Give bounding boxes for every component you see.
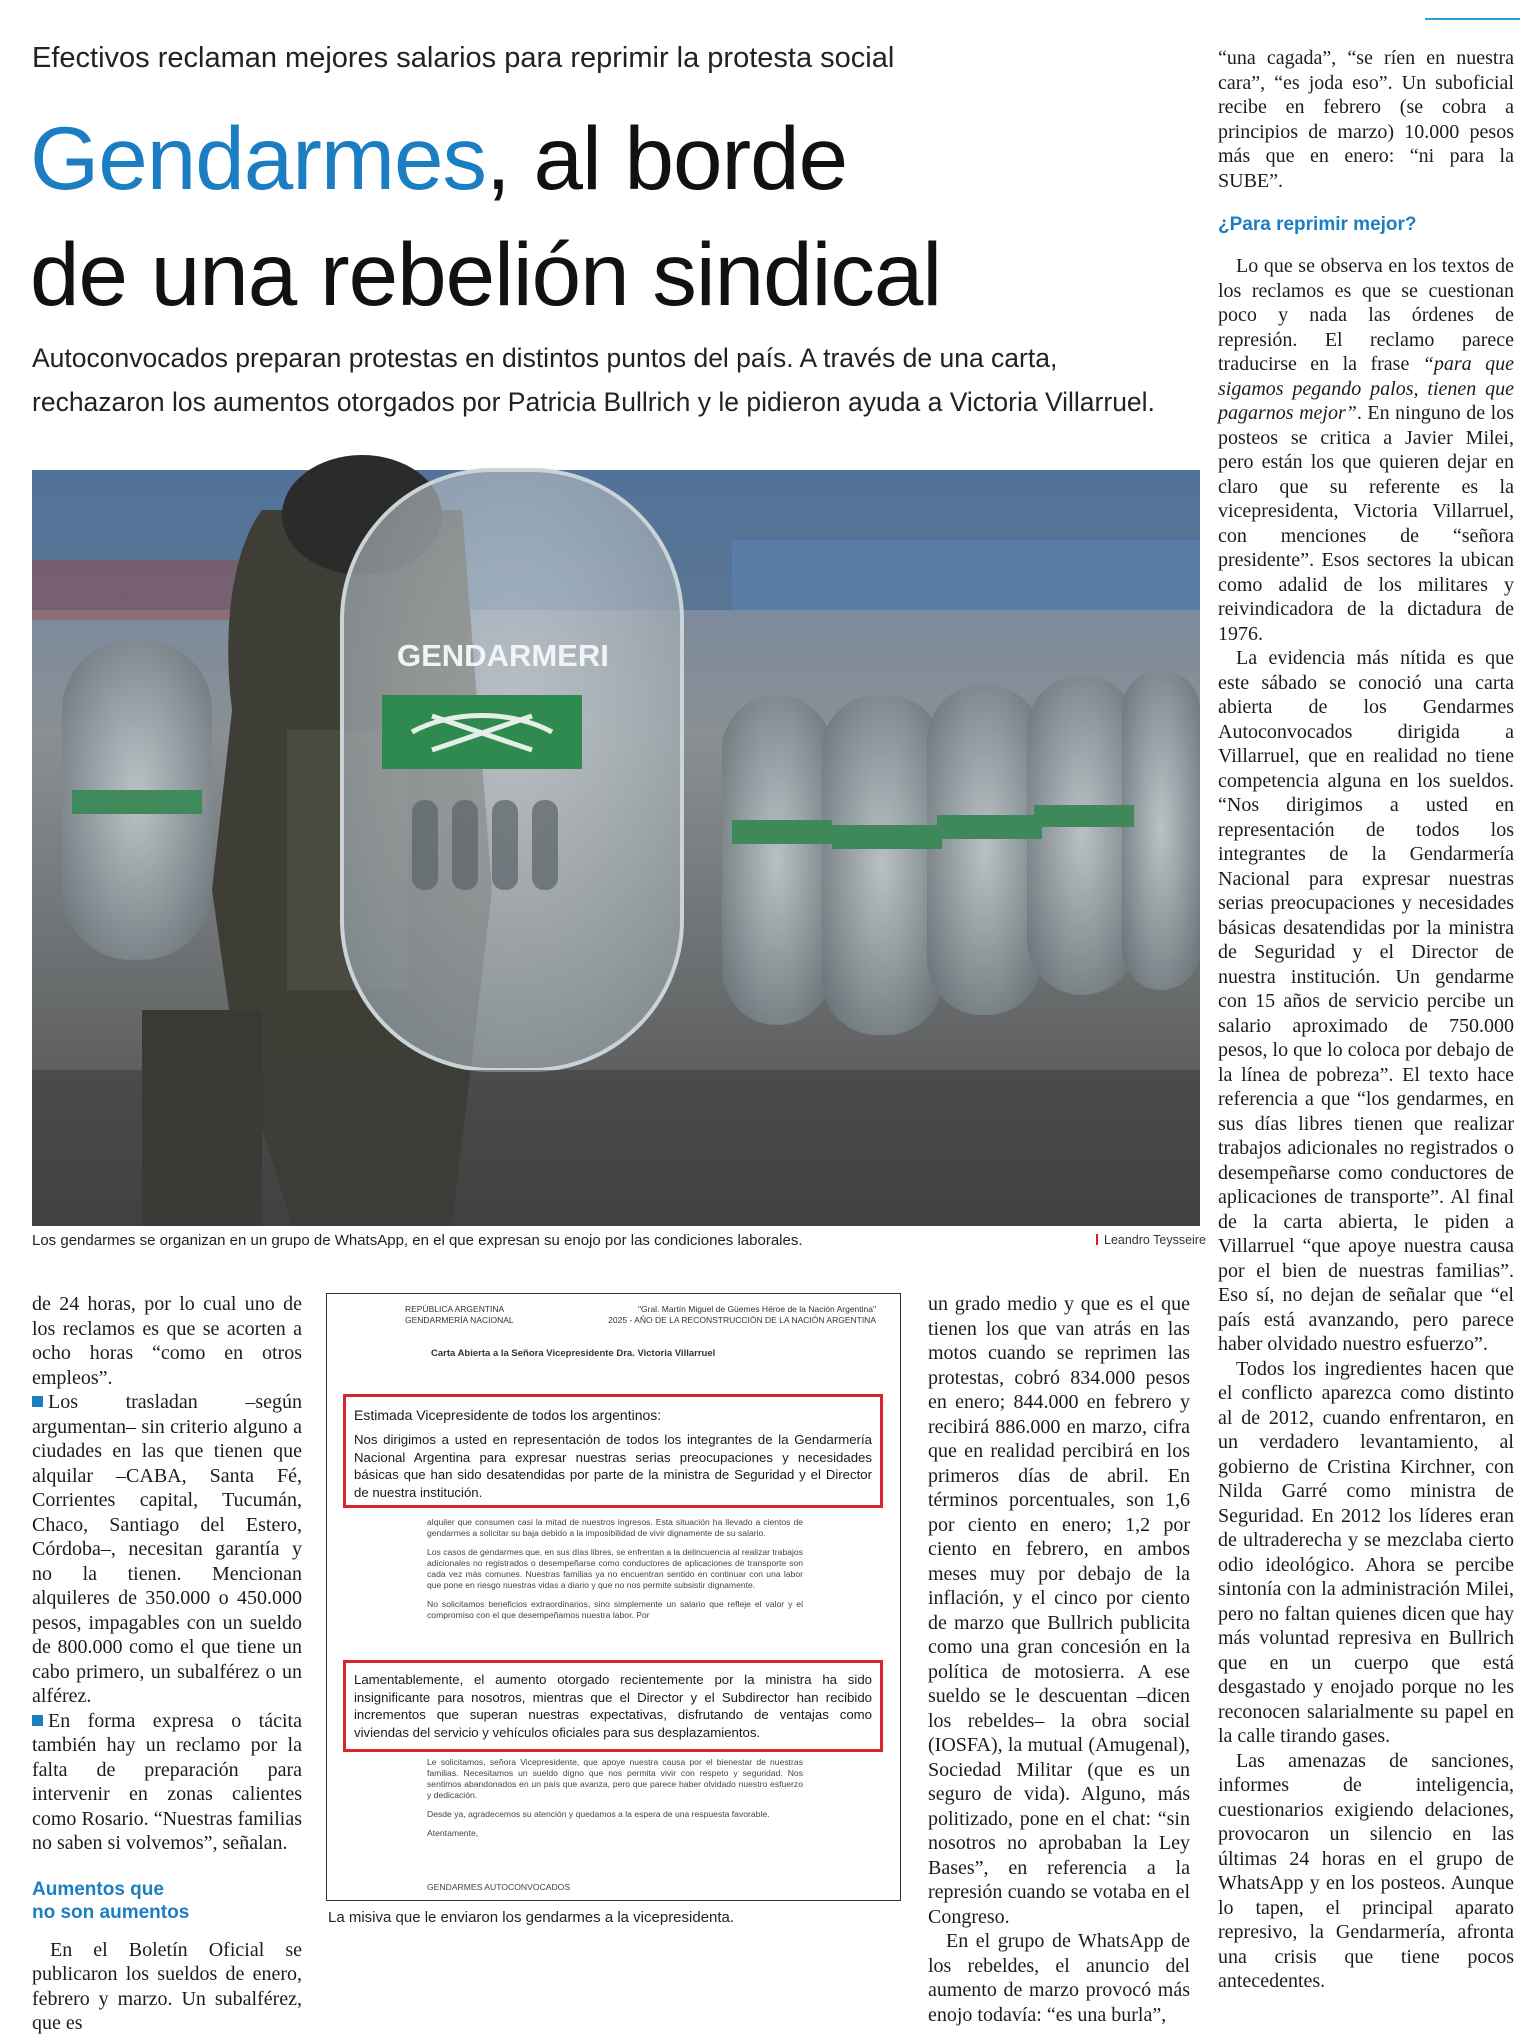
col1-paragraph-1: de 24 horas, por lo cual uno de los reclamos es que se acorten a ocho horas “como en otros empleos”. (32, 1293, 302, 1389)
shield-text: GENDARMERI (397, 638, 609, 673)
column-1 (32, 1292, 302, 2036)
colR-paragraph-1: “una cagada”, “se ríen en nuestra cara”, “es joda eso”. Un suboficial recibe en febrero (se cobra a principios de marzo) 10.000 pesos más que en enero: “ni para la SUBE”. (1218, 47, 1514, 192)
photo-caption: Los gendarmes se organizan en un grupo de WhatsApp, en el que expresan su enojo por las condiciones laborales. (32, 1232, 803, 1249)
column-3 (928, 1292, 1190, 2027)
letter-small-3: No solicitamos beneficios extraordinarios, sino simplemente un salario que refleje el valor y el compromiso con el que desempeñamos nuestra labor. Por (427, 1599, 803, 1620)
colR-paragraph-3: La evidencia más nítida es que este sábado se conoció una carta abierta de los Gendarmes Autoconvocados dirigida a Villarruel, que en realidad no tiene competencia alguna en los sueldos. “Nos dirigimos a usted en representación de todos los integrantes de la Gendarmería Nacional para expresar nuestras serias preocupaciones y necesidades básicas desatendidas por la ministra de Seguridad y el Director de nuestra institución. Un gendarme con 15 años de servicio percibe un salario aproximado de 750.000 pesos, lo que lo coloca por debajo de la línea de pobreza”. El texto hace referencia a que “los gendarmes, en sus días libres tienen que realizar trabajos adicionales no registrados o desempeñarse como conductores de aplicaciones de transporte”. Al final de la carta abierta, le piden a Villarruel “que apoye nuestra causa por el bien de nuestras familias”. Eso sí, no dejan de señalar que “el país está avanzando, pero parece haber olvidado nuestro esfuerzo”. (1218, 647, 1514, 1355)
column-right (1218, 46, 1514, 1994)
letter-image (326, 1293, 901, 1901)
highlight-box-1 (343, 1394, 883, 1508)
headline (30, 100, 1180, 332)
colR-paragraph-2 (1218, 254, 1514, 646)
col1-paragraph-3: En forma expresa o tácita también hay un reclamo por la falta de preparación para intervenir en zonas calientes como Rosario. “Nuestras familias no saben si volvemos”, señalan. (32, 1709, 302, 1854)
colR-subhead: ¿Para reprimir mejor? (1218, 214, 1417, 235)
kicker: Efectivos reclaman mejores salarios para reprimir la protesta social (32, 42, 895, 74)
letter-small-6: Atentamente, (427, 1828, 479, 1838)
letter-header-left-1: REPÚBLICA ARGENTINA (405, 1304, 505, 1314)
headline-highlight: Gendarmes (30, 108, 486, 208)
colR-paragraph-2a: Lo que se observa en los textos de los reclamos es que se cuestionan poco y nada las órdenes de represión. El reclamo parece traducirse en la frase (1218, 255, 1514, 375)
col3-paragraph-1: un grado medio y que es el que tienen los que van atrás en las motos cuando se reprimen las protestas, cobró 834.000 pesos en enero; 844.000 en febrero y recibirá 886.000 en marzo, cifra que en realidad percibirá en los primeros días de abril. En términos porcentuales, son 1,6 por ciento en enero; 1,2 por ciento en febrero, en ambos meses muy por debajo de la inflación, y el cinco por ciento de marzo que Bullrich publicita como una gran concesión en la política de motosierra. A ese sueldo se le descuentan –dicen los rebeldes– la obra social (IOSFA), la mutual (Amugenal), Sociedad Militar (que es un seguro de vida). Alguno, más politizado, pone en el chat: “sin nosotros no aprobaban la Ley Bases”, en referencia a la represión cuando se votaba en el Congreso. (928, 1293, 1190, 1928)
letter-greeting: Estimada Vicepresidente de todos los argentinos: (354, 1407, 662, 1423)
letter-small-1: alquiler que consumen casi la mitad de nuestros ingresos. Esta situación ha llevado a cientos de gendarmes a solicitar su baja debido a la imposibilidad de vivir dignamente de su salario. (427, 1517, 803, 1538)
colR-quote: “para que sigamos pegando palos, tienen que pagarnos mejor” (1218, 353, 1514, 424)
letter-body-1 (427, 1517, 803, 1629)
riot-police-image (32, 470, 1200, 1226)
letter-signature: GENDARMES AUTOCONVOCADOS (427, 1882, 571, 1892)
photo-credit-text: Leandro Teysseire (1104, 1233, 1206, 1247)
letter-header-right-2: 2025 - AÑO DE LA RECONSTRUCCIÓN DE LA NACIÓN ARGENTINA (608, 1315, 876, 1325)
top-rule (1425, 18, 1520, 20)
letter-header-left-2: GENDARMERÍA NACIONAL (405, 1315, 514, 1325)
credit-bar (1096, 1234, 1098, 1245)
highlight-box-2 (343, 1660, 883, 1752)
gendarmes-photo (32, 470, 1200, 1226)
photo-credit (1096, 1233, 1206, 1247)
letter-small-5: Desde ya, agradecemos su atención y quedamos a la espera de una respuesta favorable. (427, 1809, 770, 1819)
col1-subhead (32, 1878, 302, 1924)
highlight-box-1-text: Nos dirigimos a usted en representación de todos los integrantes de la Gendarmería Nacional Argentina para expresar nuestras serias preocupaciones y necesidades básicas que han sido desatendidas por parte de la ministra de Seguridad y el Director de nuestra institución. (354, 1432, 872, 1500)
colR-paragraph-4: Todos los ingredientes hacen que el conflicto aparezca como distinto al de 2012, cuando enfrentaron, en un verdadero levantamiento, al gobierno de Cristina Kirchner, con Nilda Garré como ministra de Seguridad. En 2012 los líderes eran de ultraderecha y se mezclaba cierto odio ideológico. Ahora se percibe sintonía con la administración Milei, pero no faltan quienes dicen que hay más voluntad represiva en Bullrich que en un cuerpo que está desgastado y enojado porque no les reconocen salarialmente su papel en la calle tirando gases. (1218, 1357, 1514, 1747)
col3-paragraph-2: En el grupo de WhatsApp de los rebeldes, el anuncio del aumento de marzo provocó más enojo todavía: “es una burla”, (928, 1930, 1190, 2026)
bullet-square (32, 1396, 43, 1407)
col1-paragraph-4: En el Boletín Oficial se publicaron los sueldos de enero, febrero y marzo. Un subalférez, que es (32, 1938, 302, 2034)
letter-header-right-1: "Gral. Martín Miguel de Güemes Héroe de la Nación Argentina" (637, 1304, 876, 1314)
headline-line2: de una rebelión sindical (30, 224, 942, 324)
colR-paragraph-2b: . En ninguno de los posteos se critica a Javier Milei, pero están los que quieren dejar en claro que su referente es la vicepresidenta, Victoria Villarruel, con menciones de “señora presidente”. Esos sectores la ubican como adalid de los militares y reivindicadora de la dictadura de 1976. (1218, 402, 1514, 645)
highlight-box-2-text: Lamentablemente, el aumento otorgado recientemente por la ministra ha sido insignificante para nosotros, mientras que el Director y el Subdirector han recibido incrementos que superan nuestras expectativas, disfrutando de ventajas como viviendas del servicio y vehículos oficiales para sus desplazamientos. (354, 1672, 872, 1740)
headline-line1-rest: , al borde (486, 108, 848, 208)
colR-paragraph-5: Las amenazas de sanciones, informes de inteligencia, cuestionarios exigiendo delaciones, provocaron un silencio en las últimas 24 horas en el grupo de WhatsApp y en los posteos. Aunque lo tapen, el principal aparato represivo, la Gendarmería, afronta una crisis que tiene pocos antecedentes. (1218, 1749, 1514, 1992)
lede: Autoconvocados preparan protestas en distintos puntos del país. A través de una carta, rechazaron los aumentos otorgados por Patricia Bullrich y le pidieron ayuda a Victoria Villarruel. (32, 343, 1155, 417)
letter-small-2: Los casos de gendarmes que, en sus días libres, se enfrentan a la delincuencia al realizar trabajos adicionales no registrados o desempeñarse como conductores de aplicaciones de transporte son cada vez más comunes. Nuestras familias ya no encuentran sentido en continuar con una labor que pone en riesgo nuestras vidas a diario y que no nos permite subsistir dignamente. (427, 1547, 803, 1590)
letter-body-2 (427, 1757, 803, 1847)
letter-addressee: Carta Abierta a la Señora Vicepresidente Dra. Victoria Villarruel (431, 1348, 716, 1359)
col1-subhead-line2: no son aumentos (32, 1901, 190, 1923)
letter-caption: La misiva que le enviaron los gendarmes a la vicepresidenta. (328, 1909, 735, 1926)
letter-header (327, 1294, 900, 1326)
letter-small-4: Le solicitamos, señora Vicepresidente, que apoye nuestra causa por el bienestar de nuestras familias. Necesitamos un sueldo digno que nos permita vivir con respeto y seguridad. Nos sentimos abandonados en un país que avanza, pero que parece haber olvidado nuestro esfuerzo y dedicación. (427, 1757, 803, 1800)
col1-subhead-line1: Aumentos que (32, 1878, 164, 1900)
bullet-square (32, 1715, 43, 1726)
col1-paragraph-2: Los trasladan –según argumentan– sin criterio alguno a ciudades en las que tienen que alquilar –CABA, Santa Fé, Corrientes capital, Tucumán, Chaco, Santiago del Estero, Córdoba–, necesitan garantía y no la tienen. Mencionan alquileres de 350.000 o 450.000 pesos, impagables con un sueldo de 800.000 como el que tiene un cabo primero, un subalférez o un alférez. (32, 1391, 302, 1707)
